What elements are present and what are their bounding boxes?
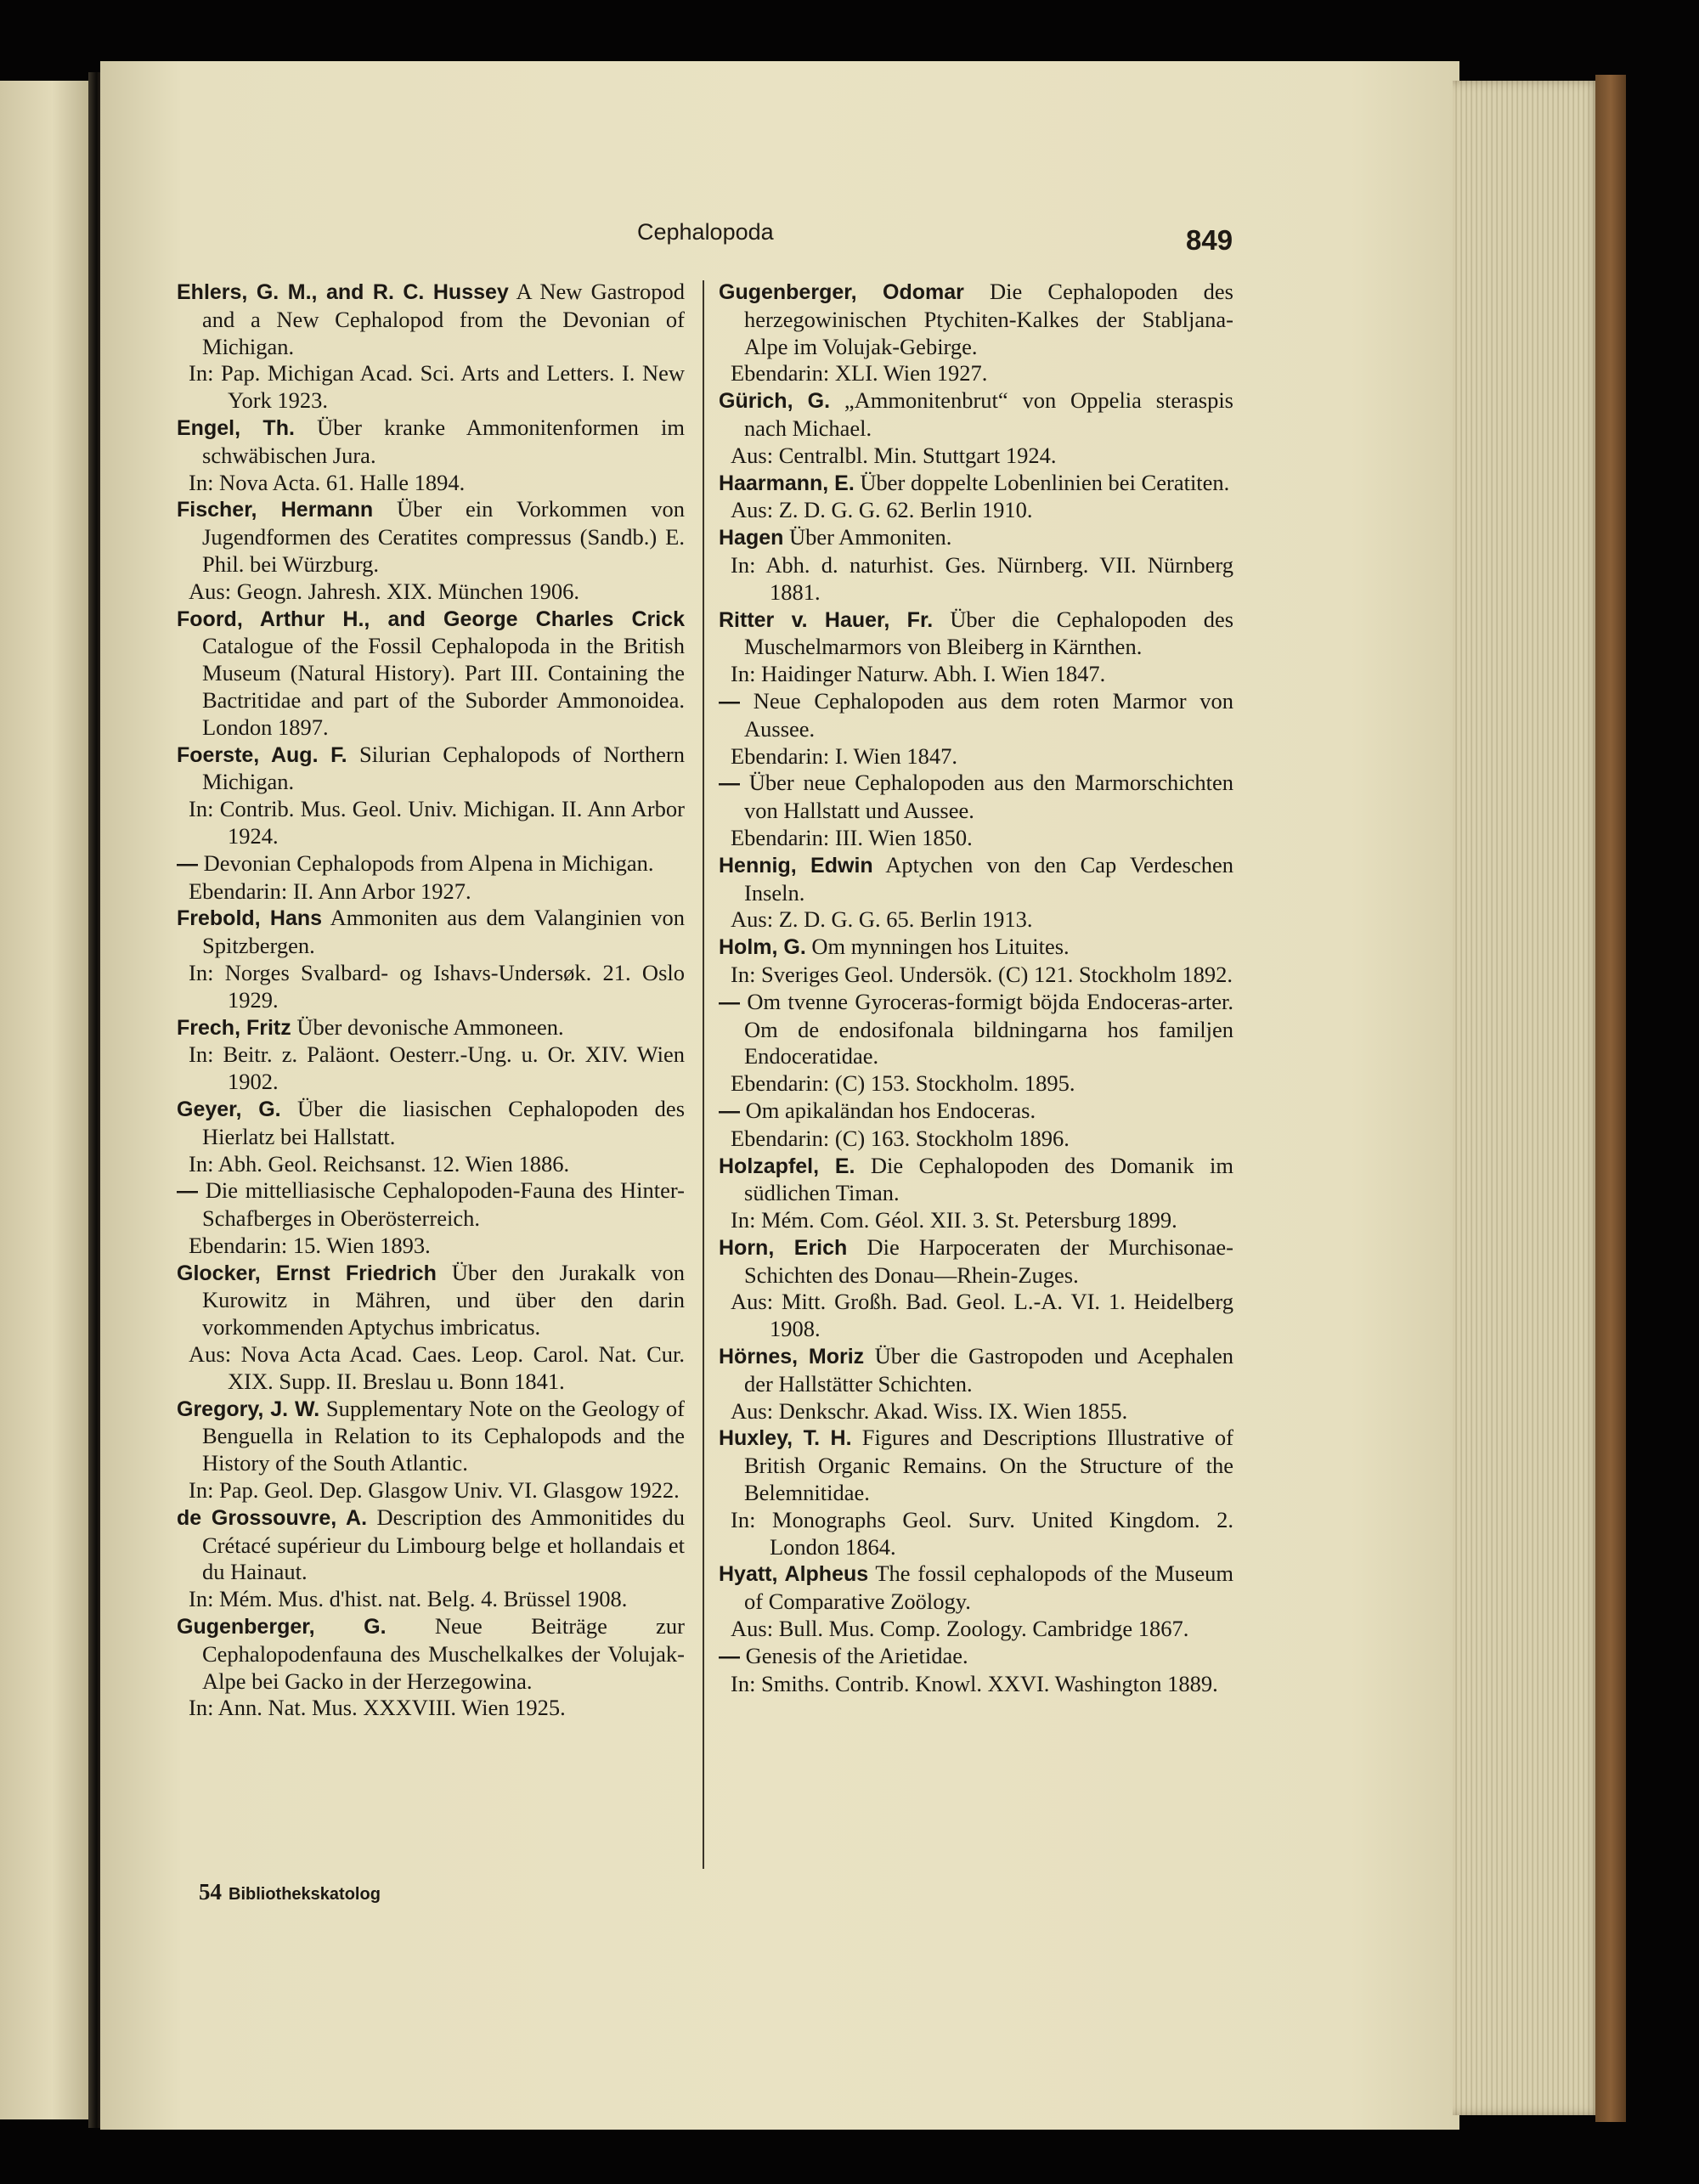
bibliography-entry bbox=[719, 688, 1233, 770]
entry-heading bbox=[719, 607, 1233, 662]
entry-heading bbox=[177, 606, 685, 742]
bibliography-entry bbox=[719, 989, 1233, 1098]
entry-heading bbox=[177, 415, 685, 470]
entry-source: In: Mém. Com. Géol. XII. 3. St. Petersburg 1899. bbox=[731, 1207, 1177, 1233]
entry-source: Ebendarin: XLI. Wien 1927. bbox=[731, 360, 988, 387]
bibliography-entry bbox=[177, 1177, 685, 1259]
entry-heading bbox=[177, 1396, 685, 1477]
entry-heading bbox=[177, 742, 685, 797]
entry-author: Gugenberger, G. bbox=[177, 1615, 387, 1639]
entry-source: Ebendarin: (C) 153. Stockholm. 1895. bbox=[731, 1070, 1075, 1097]
entry-author: Engel, Th. bbox=[177, 415, 295, 440]
entry-title: Über die liasischen Cephalopoden des Hierlatz bei Hallstatt. bbox=[202, 1095, 686, 1149]
entry-source: In: Beitr. z. Paläont. Oesterr.-Ung. u. Or. XIV. Wien 1902. bbox=[189, 1041, 685, 1095]
bibliography-entry bbox=[177, 1096, 685, 1177]
entry-author: Holzapfel, E. bbox=[719, 1154, 855, 1178]
page-number: 849 bbox=[1186, 224, 1233, 256]
entry-title: Über kranke Ammonitenformen im schwäbischen Jura. bbox=[202, 414, 685, 468]
entry-title: Genesis of the Arietidae. bbox=[745, 1642, 968, 1668]
entry-heading bbox=[177, 905, 685, 960]
entry-author: — bbox=[719, 1098, 740, 1123]
entry-heading bbox=[719, 852, 1233, 907]
entry-heading bbox=[719, 770, 1233, 825]
bibliography-entry bbox=[177, 905, 685, 1013]
bibliography-entry bbox=[719, 470, 1233, 525]
entry-title: Ammoniten aus dem Valanginien von Spitzbergen. bbox=[202, 905, 685, 959]
entry-heading bbox=[719, 1098, 1233, 1126]
entry-author: Glocker, Ernst Friedrich bbox=[177, 1261, 437, 1285]
entry-title: Neue Beiträge zur Cephalopodenfauna des Muschelkalkes der Volujak-Alpe bei Gacko in der Herzegowina. bbox=[202, 1613, 686, 1694]
entry-title: Devonian Cephalopods from Alpena in Michigan. bbox=[203, 849, 654, 876]
entry-source: Aus: Geogn. Jahresh. XIX. München 1906. bbox=[189, 578, 579, 604]
entry-author: Ehlers, G. M., and R. C. Hussey bbox=[177, 280, 509, 304]
entry-source: Ebendarin: III. Wien 1850. bbox=[731, 824, 973, 850]
bibliography-entry bbox=[719, 279, 1233, 387]
entry-title: Über die Cephalopoden des Muschelmarmors von Bleiberg in Kärnthen. bbox=[744, 606, 1234, 660]
entry-author: Foerste, Aug. F. bbox=[177, 742, 347, 767]
bibliography-entry bbox=[719, 1643, 1233, 1698]
bibliography-entry bbox=[177, 742, 685, 850]
column-divider bbox=[703, 280, 704, 1869]
entry-author: Hennig, Edwin bbox=[719, 853, 873, 878]
entry-source: Aus: Z. D. G. G. 65. Berlin 1913. bbox=[731, 906, 1033, 933]
entry-title: Om tvenne Gyroceras-formigt böjda Endoceras-arter. Om de endosifonala bildningarna hos familjen Endoceratidae. bbox=[744, 988, 1234, 1069]
entry-author: Frech, Fritz bbox=[177, 1015, 291, 1040]
left-column bbox=[177, 279, 685, 1722]
entry-author: Haarmann, E. bbox=[719, 471, 855, 495]
entry-heading bbox=[719, 524, 1233, 552]
signature-number: 54 bbox=[199, 1879, 222, 1905]
entry-source: In: Smiths. Contrib. Knowl. XXVI. Washington 1889. bbox=[731, 1670, 1218, 1696]
bibliography-entry bbox=[719, 770, 1233, 851]
bibliography-entry bbox=[177, 496, 685, 605]
entry-heading bbox=[177, 1504, 685, 1586]
entry-author: Horn, Erich bbox=[719, 1235, 848, 1260]
entry-source: In: Nova Acta. 61. Halle 1894. bbox=[189, 469, 466, 495]
entry-source: Ebendarin: II. Ann Arbor 1927. bbox=[189, 878, 471, 904]
entry-author: — bbox=[719, 1644, 740, 1668]
entry-title: Über devonische Ammoneen. bbox=[296, 1013, 564, 1040]
entry-heading bbox=[719, 279, 1233, 360]
entry-source: In: Ann. Nat. Mus. XXXVIII. Wien 1925. bbox=[189, 1695, 566, 1721]
entry-source: Aus: Mitt. Großh. Bad. Geol. L.-A. VI. 1. Heidelberg 1908. bbox=[731, 1289, 1233, 1342]
bibliography-entry bbox=[177, 1613, 685, 1722]
entry-heading bbox=[719, 387, 1233, 443]
entry-source: In: Contrib. Mus. Geol. Univ. Michigan. II. Ann Arbor 1924. bbox=[189, 796, 685, 849]
bibliography-entry bbox=[177, 415, 685, 496]
bibliography-entry bbox=[177, 606, 685, 742]
entry-title: Figures and Descriptions Illustrative of British Organic Remains. On the Structure of the Belemnitidae. bbox=[744, 1425, 1233, 1506]
entry-title: Die Cephalopoden des Domanik im südlichen Timan. bbox=[744, 1152, 1233, 1206]
bibliography-entry bbox=[177, 1396, 685, 1504]
entry-author: — bbox=[719, 990, 740, 1014]
entry-author: Gregory, J. W. bbox=[177, 1397, 320, 1421]
entry-title: „Ammonitenbrut“ von Oppelia steraspis nach Michael. bbox=[744, 387, 1233, 441]
entry-title: Über doppelte Lobenlinien bei Ceratiten. bbox=[860, 469, 1230, 495]
entry-source: In: Sveriges Geol. Undersök. (C) 121. Stockholm 1892. bbox=[731, 961, 1233, 987]
entry-heading bbox=[719, 1343, 1233, 1398]
running-head: Cephalopoda bbox=[637, 219, 774, 245]
entry-author: — bbox=[177, 851, 198, 876]
entry-author: — bbox=[719, 689, 740, 714]
bibliography-entry bbox=[719, 1098, 1233, 1153]
bibliography-entry bbox=[719, 524, 1233, 606]
entry-source: Aus: Centralbl. Min. Stuttgart 1924. bbox=[731, 442, 1057, 468]
entry-source: In: Abh. d. naturhist. Ges. Nürnberg. VII. Nürnberg 1881. bbox=[731, 551, 1233, 605]
bibliography-entry bbox=[177, 1260, 685, 1396]
signature-text: Bibliothekskatolog bbox=[229, 1885, 381, 1904]
bibliography-entry bbox=[719, 1343, 1233, 1425]
entry-author: Hyatt, Alpheus bbox=[719, 1562, 869, 1587]
entry-title: The fossil cephalopods of the Museum of Comparative Zoölogy. bbox=[744, 1560, 1233, 1615]
entry-source: In: Pap. Geol. Dep. Glasgow Univ. VI. Glasgow 1922. bbox=[189, 1477, 680, 1504]
entry-title: Die Cephalopoden des herzegowinischen Ptychiten-Kalkes der Stabljana-Alpe im Volujak-Gebirge. bbox=[744, 279, 1233, 359]
bibliography-entry bbox=[719, 1560, 1233, 1642]
book-cover-edge bbox=[1595, 75, 1626, 2122]
entry-title: Über den Jurakalk von Kurowitz in Mähren, und über den darin vorkommenden Aptychus imbricatus. bbox=[202, 1259, 686, 1340]
entry-title: Neue Cephalopoden aus dem roten Marmor von Aussee. bbox=[744, 687, 1233, 742]
entry-source: Aus: Bull. Mus. Comp. Zoology. Cambridge 1867. bbox=[731, 1616, 1189, 1642]
entry-source: In: Norges Svalbard- og Ishavs-Undersøk. 21. Oslo 1929. bbox=[189, 959, 685, 1013]
entry-heading bbox=[719, 1643, 1233, 1671]
entry-author: Fischer, Hermann bbox=[177, 498, 374, 522]
entry-author: — bbox=[719, 771, 740, 796]
entry-heading bbox=[177, 1177, 685, 1233]
facing-page-edge bbox=[0, 81, 95, 2119]
bibliography-entry bbox=[719, 934, 1233, 989]
footer-signature bbox=[199, 1879, 381, 1905]
bibliography-entry bbox=[719, 607, 1233, 688]
entry-source: Aus: Denkschr. Akad. Wiss. IX. Wien 1855. bbox=[731, 1397, 1128, 1424]
entry-source: In: Abh. Geol. Reichsanst. 12. Wien 1886. bbox=[189, 1150, 570, 1177]
page-stack-edges bbox=[1453, 81, 1601, 2115]
entry-author: — bbox=[177, 1179, 198, 1204]
entry-title: Description des Ammonitides du Crétacé supérieur du Limbourg belge et hollandais et du Hainaut. bbox=[202, 1504, 686, 1585]
entry-author: Gürich, G. bbox=[719, 389, 831, 414]
entry-title: Über Ammoniten. bbox=[789, 524, 952, 550]
entry-author: Gugenberger, Odomar bbox=[719, 280, 964, 304]
entry-heading bbox=[177, 1260, 685, 1341]
entry-author: Hörnes, Moriz bbox=[719, 1345, 865, 1369]
right-column bbox=[719, 279, 1233, 1697]
entry-source: Aus: Nova Acta Acad. Caes. Leop. Carol. Nat. Cur. XIX. Supp. II. Breslau u. Bonn 1841. bbox=[189, 1341, 685, 1394]
entry-title: Om apikaländan hos Endoceras. bbox=[745, 1097, 1036, 1123]
entry-heading bbox=[177, 1096, 685, 1151]
bibliography-entry bbox=[719, 1234, 1233, 1343]
entry-source: In: Mém. Mus. d'hist. nat. Belg. 4. Brüssel 1908. bbox=[189, 1586, 628, 1612]
entry-title: Über neue Cephalopoden aus den Marmorschichten von Hallstatt und Aussee. bbox=[744, 770, 1234, 824]
entry-title: Die Harpoceraten der Murchisonae-Schichten des Donau—Rhein-Zuges. bbox=[744, 1233, 1233, 1288]
entry-author: Ritter v. Hauer, Fr. bbox=[719, 607, 934, 632]
entry-author: de Grossouvre, A. bbox=[177, 1505, 368, 1530]
entry-title: Om mynningen hos Lituites. bbox=[811, 934, 1070, 960]
entry-heading bbox=[719, 688, 1233, 743]
entry-author: Geyer, G. bbox=[177, 1097, 281, 1121]
entry-author: Holm, G. bbox=[719, 935, 806, 960]
entry-title: Über ein Vorkommen von Jugendformen des Ceratites compressus (Sandb.) E. Phil. bei Würzburg. bbox=[202, 496, 685, 577]
bibliography-entry bbox=[177, 1504, 685, 1613]
entry-source: Ebendarin: I. Wien 1847. bbox=[731, 742, 958, 769]
entry-author: Frebold, Hans bbox=[177, 906, 323, 931]
entry-heading bbox=[177, 850, 685, 878]
entry-title: A New Gastropod and a New Cephalopod from the Devonian of Michigan. bbox=[202, 279, 685, 359]
entry-heading bbox=[177, 1014, 685, 1042]
bibliography-entry bbox=[719, 852, 1233, 934]
entry-title: Silurian Cephalopods of Northern Michigan. bbox=[202, 741, 685, 795]
entry-title: Supplementary Note on the Geology of Benguella in Relation to its Cephalopods and the History of the South Atlantic. bbox=[202, 1395, 686, 1476]
entry-heading bbox=[177, 1613, 685, 1695]
bibliography-entry bbox=[177, 1014, 685, 1096]
entry-heading bbox=[719, 989, 1233, 1070]
entry-source: In: Haidinger Naturw. Abh. I. Wien 1847. bbox=[731, 661, 1106, 687]
bibliography-entry bbox=[719, 387, 1233, 469]
bibliography-entry bbox=[177, 850, 685, 906]
bibliography-entry bbox=[719, 1425, 1233, 1560]
entry-heading bbox=[719, 1425, 1233, 1506]
entry-source: Ebendarin: 15. Wien 1893. bbox=[189, 1232, 431, 1258]
entry-title: Catalogue of the Fossil Cephalopoda in the British Museum (Natural History). Part III. Containing the Bactritidae and part of the Suborder Ammonoidea. London 1897. bbox=[202, 633, 685, 740]
entry-heading bbox=[719, 1560, 1233, 1616]
bibliography-entry bbox=[177, 279, 685, 415]
entry-heading bbox=[719, 470, 1233, 498]
entry-author: Hagen bbox=[719, 526, 784, 550]
entry-author: Foord, Arthur H., and George Charles Crick bbox=[177, 607, 685, 631]
entry-heading bbox=[177, 496, 685, 578]
entry-heading bbox=[177, 279, 685, 360]
entry-title: Über die Gastropoden und Acephalen der Hallstätter Schichten. bbox=[744, 1343, 1233, 1397]
entry-source: In: Pap. Michigan Acad. Sci. Arts and Letters. I. New York 1923. bbox=[189, 360, 685, 414]
entry-source: Ebendarin: (C) 163. Stockholm 1896. bbox=[731, 1125, 1070, 1151]
bibliography-entry bbox=[719, 1153, 1233, 1234]
entry-heading bbox=[719, 1234, 1233, 1290]
entry-source: Aus: Z. D. G. G. 62. Berlin 1910. bbox=[731, 497, 1033, 523]
entry-heading bbox=[719, 934, 1233, 962]
entry-author: Huxley, T. H. bbox=[719, 1426, 852, 1451]
entry-title: Aptychen von den Cap Verdeschen Inseln. bbox=[744, 851, 1233, 906]
entry-source: In: Monographs Geol. Surv. United Kingdom. 2. London 1864. bbox=[731, 1506, 1233, 1560]
entry-heading bbox=[719, 1153, 1233, 1208]
entry-title: Die mittelliasische Cephalopoden-Fauna des Hinter-Schafberges in Oberösterreich. bbox=[202, 1177, 685, 1232]
